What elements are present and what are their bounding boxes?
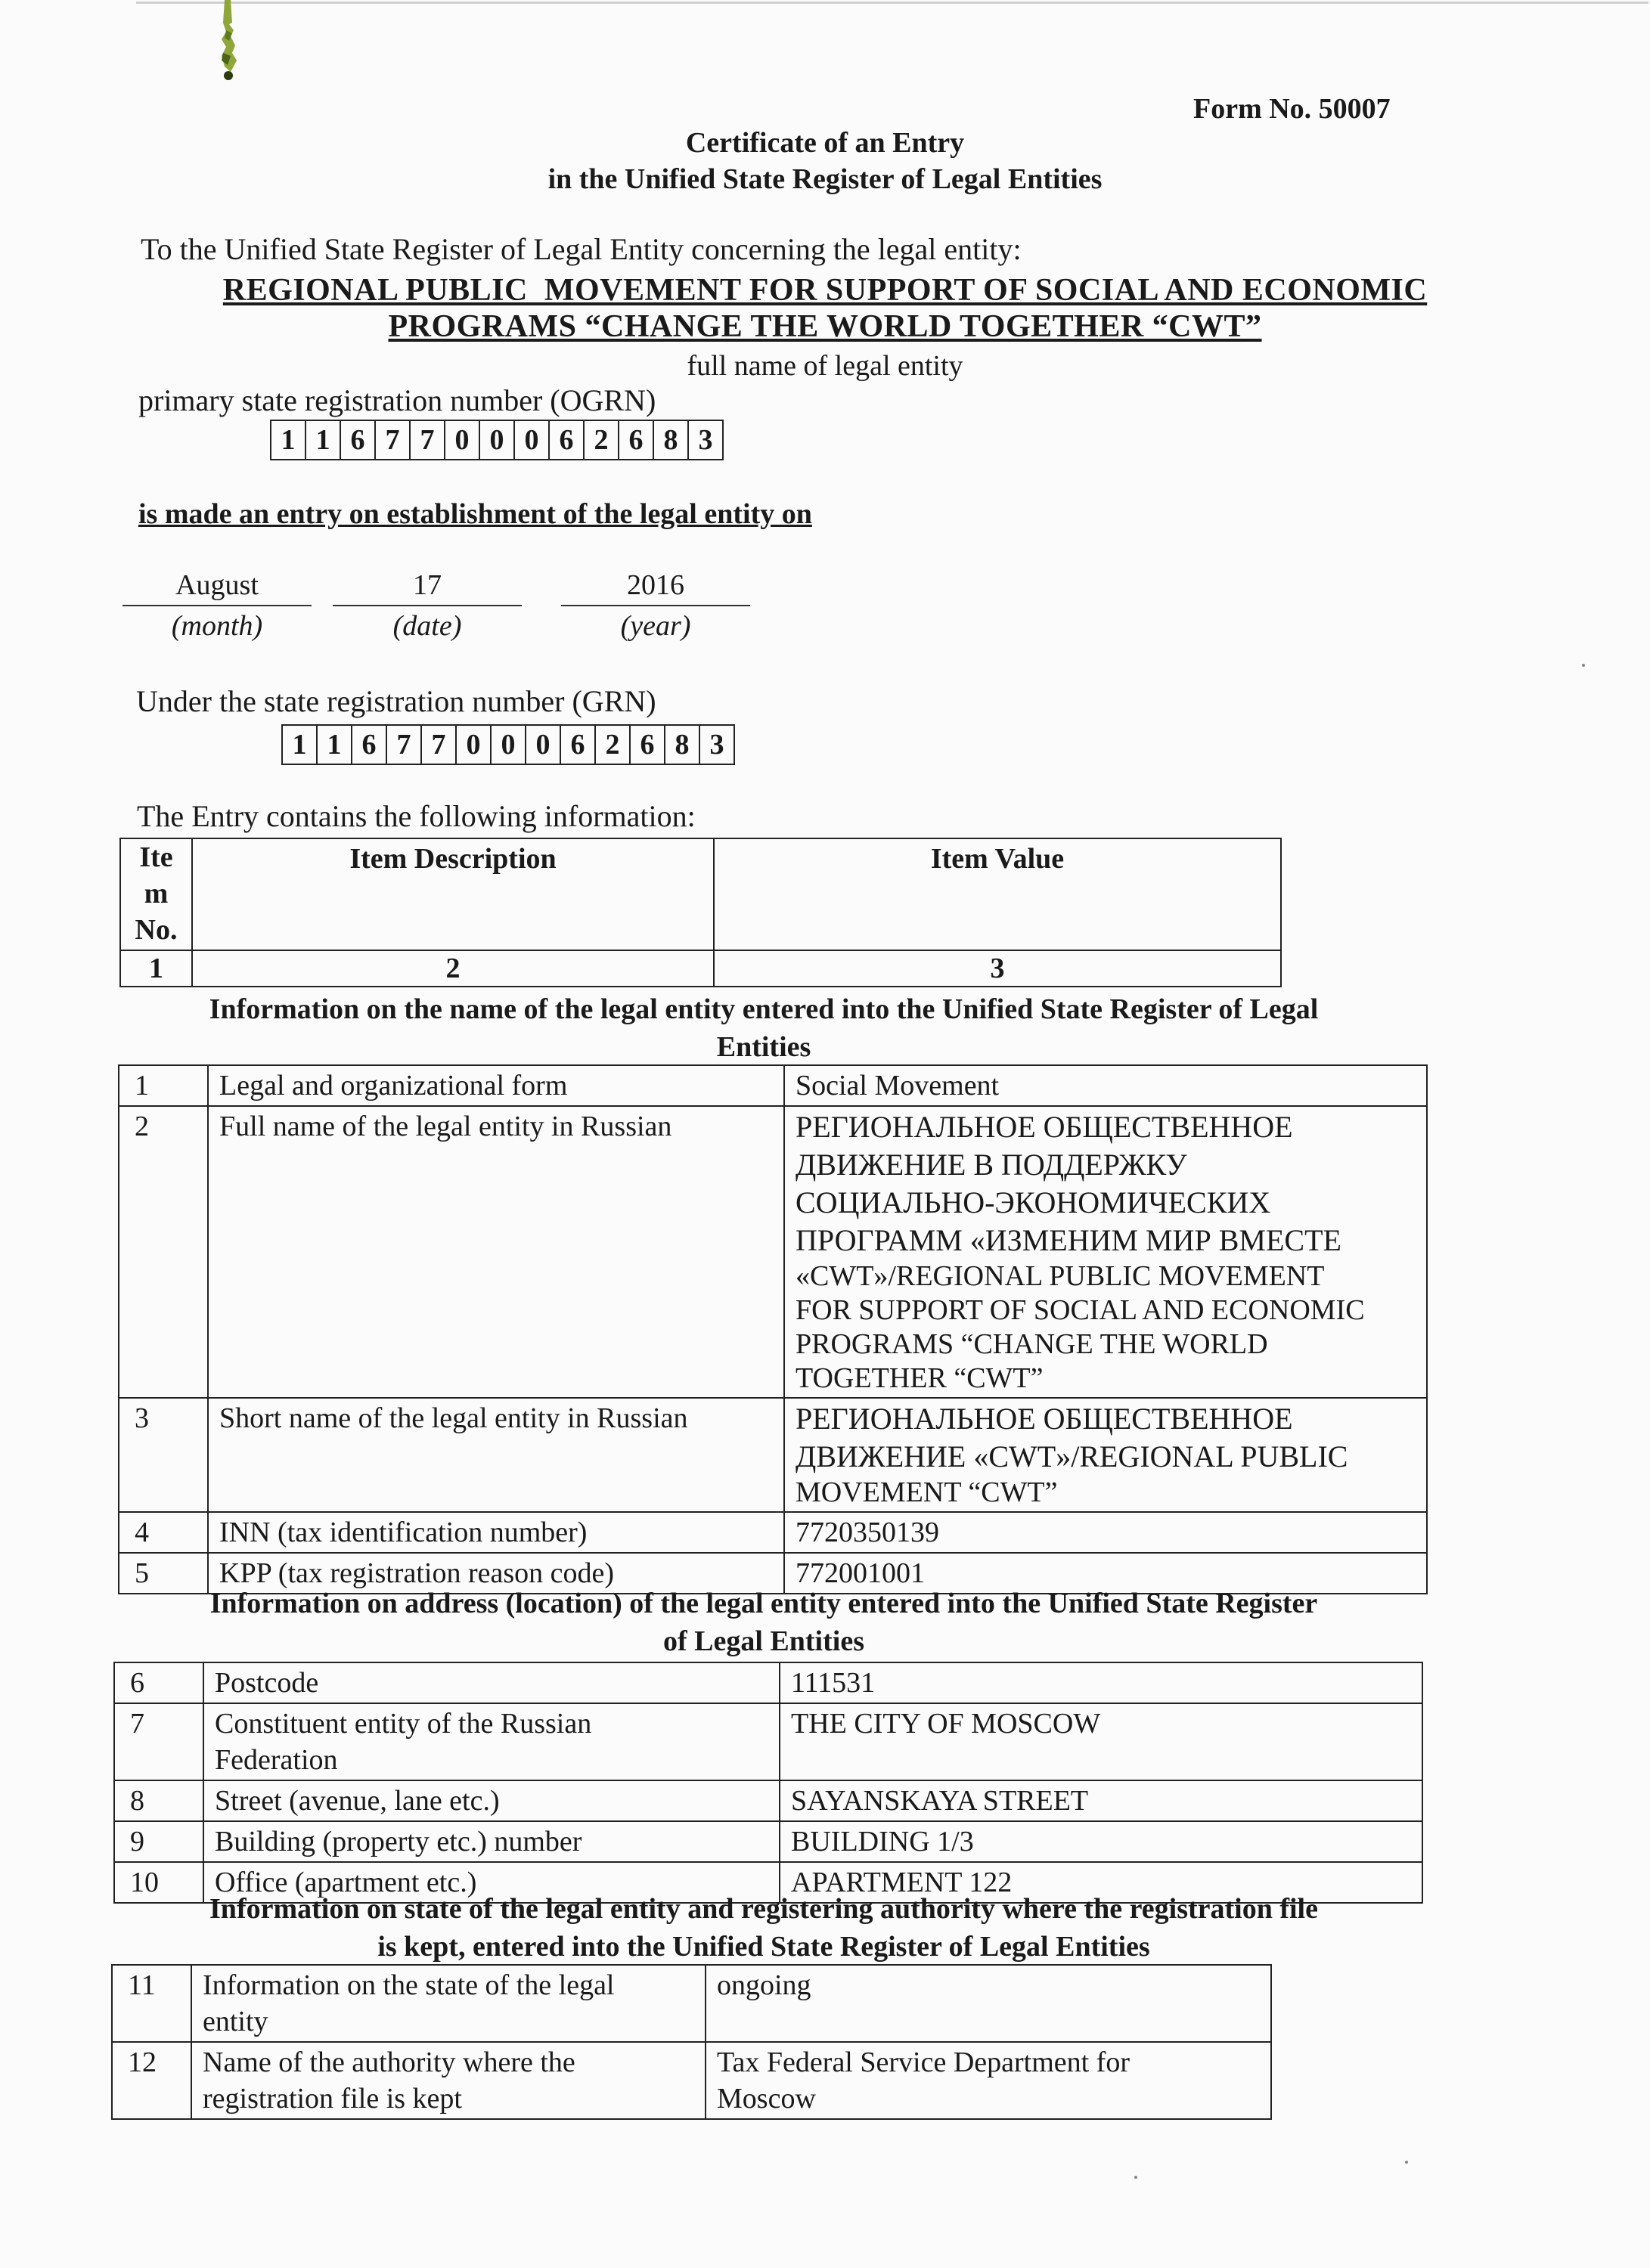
value-line: РЕГИОНАЛЬНОЕ ОБЩЕСТВЕННОЕ <box>796 1402 1293 1436</box>
table-row <box>114 1703 1422 1780</box>
description-line: Name of the authority where the <box>203 2046 575 2078</box>
item-description: KPP (tax registration reason code) <box>208 1553 784 1594</box>
item-number: 2 <box>119 1106 208 1398</box>
item-number: 9 <box>114 1821 203 1862</box>
grn-digit: 7 <box>422 726 457 764</box>
table-row <box>114 1662 1422 1703</box>
ogrn-digit: 6 <box>550 421 585 459</box>
grn-digit: 0 <box>526 726 561 764</box>
year-caption: (year) <box>620 610 691 642</box>
table-header-row <box>120 838 1281 950</box>
item-description: Short name of the legal entity in Russian <box>208 1398 784 1512</box>
ogrn-digit: 3 <box>698 424 713 456</box>
ogrn-digit: 2 <box>585 421 619 459</box>
grn-digit: 6 <box>561 726 596 764</box>
grn-number-box <box>281 724 735 765</box>
grn-digit: 8 <box>665 726 700 764</box>
value-line: «CWT»/REGIONAL PUBLIC MOVEMENT <box>796 1260 1325 1292</box>
entity-intro: To the Unified State Register of Legal Entity concerning the legal entity: <box>141 232 1022 266</box>
item-number: 8 <box>114 1780 203 1821</box>
certificate-title <box>0 125 1650 197</box>
item-value: APARTMENT 122 <box>780 1862 1422 1903</box>
table-row <box>112 1965 1271 2042</box>
section-title-line: is kept, entered into the Unified State Register of Legal Entities <box>377 1931 1150 1963</box>
item-value: THE CITY OF MOSCOW <box>780 1703 1422 1780</box>
item-number: 4 <box>119 1512 208 1553</box>
item-number: 10 <box>114 1862 203 1903</box>
item-value: SAYANSKAYA STREET <box>780 1780 1422 1821</box>
scan-speck <box>1405 2161 1408 2164</box>
value-line: ПРОГРАММ «ИЗМЕНИМ МИР ВМЕСТЕ <box>796 1223 1341 1257</box>
grn-digit: 7 <box>387 726 422 764</box>
column-number: 1 <box>120 950 192 987</box>
column-number: 3 <box>714 950 1281 987</box>
column-number: 2 <box>192 950 714 987</box>
item-number: 12 <box>112 2042 191 2119</box>
entity-name-line-1: REGIONAL PUBLIC MOVEMENT FOR SUPPORT OF SOCIAL AND ECONOMIC <box>222 273 1428 308</box>
date-year-field <box>561 569 750 643</box>
item-no-header-line: Ite <box>139 841 173 873</box>
grn-digit: 6 <box>631 726 665 764</box>
description-line: Federation <box>215 1744 338 1776</box>
month-caption: (month) <box>171 610 263 642</box>
item-description: Building (property etc.) number <box>203 1821 780 1862</box>
grn-digit: 6 <box>352 726 387 764</box>
item-description <box>191 1965 706 2042</box>
section-title-line: Information on state of the legal entity and registering authority where the registration file <box>209 1893 1318 1925</box>
description-line: registration file is kept <box>203 2083 462 2115</box>
date-caption: (date) <box>392 610 462 642</box>
item-number: 1 <box>119 1065 208 1106</box>
item-number: 5 <box>119 1553 208 1594</box>
section-title-line: Information on address (location) of the legal entity entered into the Unified State Register <box>209 1588 1318 1619</box>
item-no-header-line: m <box>144 878 169 909</box>
ogrn-label: primary state registration number (OGRN) <box>138 383 656 417</box>
item-description: Street (avenue, lane etc.) <box>203 1780 780 1821</box>
item-value <box>784 1106 1427 1398</box>
item-description: INN (tax identification number) <box>208 1512 784 1553</box>
item-value <box>706 2042 1271 2119</box>
value-line: СОЦИАЛЬНО-ЭКОНОМИЧЕСКИХ <box>796 1185 1271 1219</box>
section-title-line: Entities <box>716 1031 811 1063</box>
scan-edge <box>136 2 1648 4</box>
date-month-field <box>123 569 312 643</box>
title-line-1: Certificate of an Entry <box>685 127 965 159</box>
value-line: TOGETHER “CWT” <box>796 1362 1044 1394</box>
date-value: 17 <box>333 569 522 606</box>
value-line: РЕГИОНАЛЬНОЕ ОБЩЕСТВЕННОЕ <box>796 1110 1293 1144</box>
item-description: Legal and organizational form <box>208 1065 784 1106</box>
table-row <box>114 1780 1422 1821</box>
item-value: BUILDING 1/3 <box>780 1821 1422 1862</box>
item-value: 7720350139 <box>784 1512 1427 1553</box>
ogrn-digit: 7 <box>376 421 411 459</box>
table-row <box>114 1821 1422 1862</box>
name-info-table <box>118 1064 1428 1594</box>
table-row <box>119 1106 1427 1398</box>
grn-digit: 0 <box>457 726 492 764</box>
section-title-line: Information on the name of the legal entity entered into the Unified State Register of Legal <box>209 993 1319 1025</box>
value-line: PROGRAMS “CHANGE THE WORLD <box>796 1328 1268 1360</box>
form-number: Form No. 50007 <box>1193 93 1391 125</box>
table-row <box>119 1512 1427 1553</box>
ogrn-digit: 0 <box>445 421 480 459</box>
value-line: FOR SUPPORT OF SOCIAL AND ECONOMIC <box>796 1294 1365 1326</box>
table-row <box>119 1398 1427 1512</box>
item-description: Full name of the legal entity in Russian <box>208 1106 784 1398</box>
ogrn-number-box <box>270 420 724 460</box>
ogrn-digit: 1 <box>271 421 306 459</box>
item-value: ongoing <box>706 1965 1271 2042</box>
item-value: 111531 <box>780 1662 1422 1703</box>
title-line-2: in the Unified State Register of Legal Entities <box>547 163 1103 195</box>
grn-digit: 2 <box>596 726 631 764</box>
ogrn-digit: 0 <box>480 421 515 459</box>
ogrn-digit: 6 <box>619 421 654 459</box>
grn-label: Under the state registration number (GRN) <box>136 684 656 718</box>
description-line: entity <box>203 2006 268 2037</box>
scan-speck <box>1134 2176 1137 2179</box>
scan-speck <box>1582 664 1585 667</box>
grn-digit: 1 <box>318 726 352 764</box>
ogrn-digit: 0 <box>515 421 550 459</box>
section-title-address <box>113 1585 1414 1660</box>
section-title-state <box>113 1890 1414 1966</box>
ogrn-digit: 6 <box>341 421 376 459</box>
entity-name-line-2: PROGRAMS “CHANGE THE WORLD TOGETHER “CWT” <box>388 309 1262 344</box>
value-line: MOVEMENT “CWT” <box>796 1476 1058 1508</box>
entry-made-text: is made an entry on establishment of the legal entity on <box>138 498 812 530</box>
item-value-header: Item Value <box>714 838 1281 950</box>
item-description: Office (apartment etc.) <box>203 1862 780 1903</box>
section-title-line: of Legal Entities <box>663 1625 864 1657</box>
value-line: ДВИЖЕНИЕ В ПОДДЕРЖКУ <box>796 1148 1187 1182</box>
item-number: 7 <box>114 1703 203 1780</box>
item-number: 6 <box>114 1662 203 1703</box>
state-info-table <box>111 1964 1272 2120</box>
ribbon-binding-icon <box>208 0 246 83</box>
table-row <box>112 2042 1271 2119</box>
grn-digit: 1 <box>283 726 318 764</box>
grn-digit: 0 <box>492 726 526 764</box>
item-value: Social Movement <box>784 1065 1427 1106</box>
ogrn-digit: 7 <box>411 421 445 459</box>
description-line: Information on the state of the legal <box>203 1969 615 2001</box>
address-info-table <box>113 1662 1423 1904</box>
year-value: 2016 <box>561 569 750 606</box>
full-name-caption: full name of legal entity <box>687 350 963 382</box>
item-number: 11 <box>112 1965 191 2042</box>
ogrn-digit: 8 <box>654 421 689 459</box>
month-value: August <box>123 569 312 606</box>
section-title-name <box>113 990 1414 1066</box>
value-line: Tax Federal Service Department for <box>717 2046 1130 2078</box>
item-value <box>784 1398 1427 1512</box>
legal-entity-name <box>0 272 1650 345</box>
value-line: ДВИЖЕНИЕ «CWT»/REGIONAL PUBLIC <box>796 1439 1348 1473</box>
date-day-field <box>333 569 522 643</box>
item-description <box>203 1703 780 1780</box>
column-header-table <box>119 838 1282 987</box>
item-description <box>191 2042 706 2119</box>
entry-contains-text: The Entry contains the following information: <box>137 799 696 833</box>
column-number-row <box>120 950 1281 987</box>
grn-digit: 3 <box>709 729 724 761</box>
item-description: Postcode <box>203 1662 780 1703</box>
description-line: Constituent entity of the Russian <box>215 1708 592 1740</box>
ogrn-digit: 1 <box>306 421 341 459</box>
item-description-header: Item Description <box>192 838 714 950</box>
value-line: Moscow <box>717 2083 816 2115</box>
item-no-header <box>120 838 192 950</box>
item-value: 772001001 <box>784 1553 1427 1594</box>
item-number: 3 <box>119 1398 208 1512</box>
item-no-header-line: No. <box>135 914 178 946</box>
table-row <box>119 1065 1427 1106</box>
